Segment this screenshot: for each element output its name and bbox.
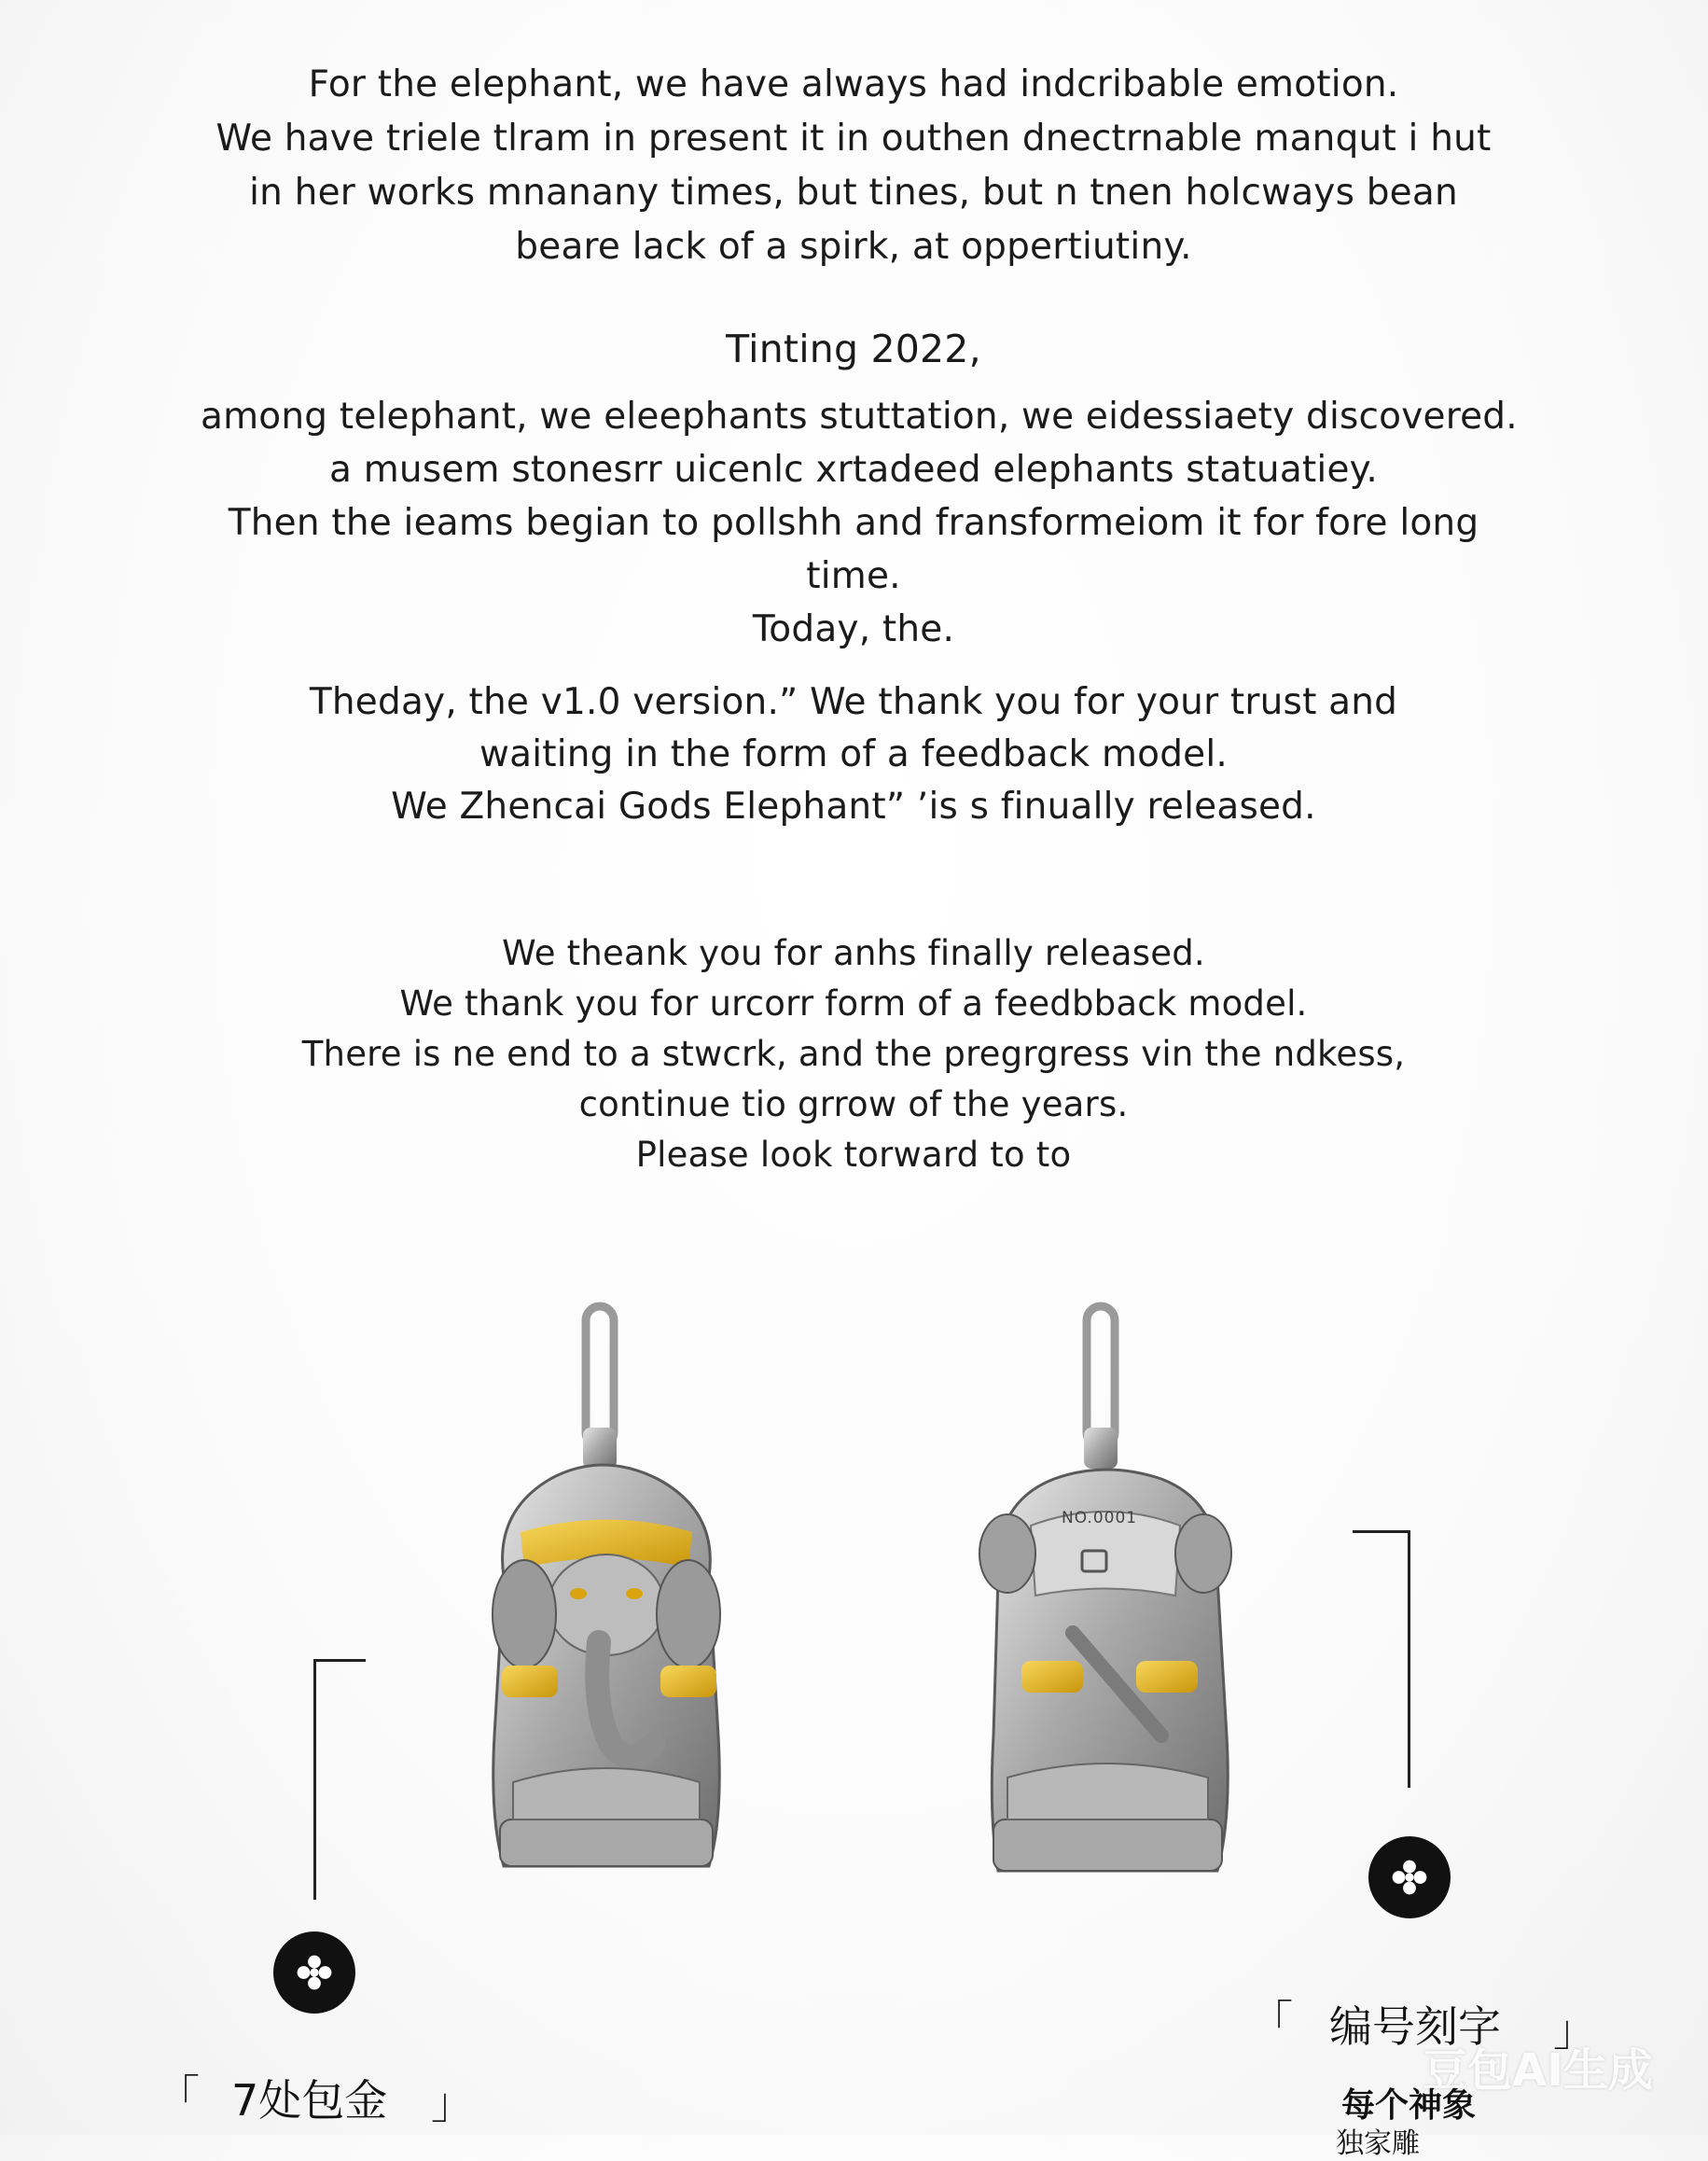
story-line: Today, the. [752, 608, 955, 650]
sparkle-plus-icon [1388, 1856, 1431, 1899]
sparkle-plus-icon [293, 1951, 336, 1994]
year-heading-text: Tinting 2022, [726, 327, 981, 371]
thanks-line: Please look torward to to [635, 1135, 1072, 1175]
right-sub-label: 每个神象 [1341, 2086, 1477, 2125]
intro-paragraph [201, 58, 1507, 274]
right-bracket-line-top [1353, 1530, 1410, 1533]
ai-watermark: 豆包AI生成 [1423, 2044, 1654, 2097]
left-sparkle-button[interactable] [273, 1931, 355, 2014]
left-label-bracket-open: 「 [157, 2070, 200, 2121]
release-paragraph [201, 676, 1507, 833]
right-sub-label-2: 独家雕 [1336, 2127, 1420, 2160]
release-line: waiting in the form of a feedback model. [479, 733, 1228, 775]
engraving-text: NO.0001 [1062, 1509, 1138, 1527]
intro-line: in her works mnanany times, but tines, but n tnen holcways bean [249, 172, 1458, 214]
story-paragraph [201, 390, 1518, 656]
intro-line: For the elephant, we have always had indcribable emotion. [308, 63, 1399, 105]
release-line: Theday, the v1.0 version.” We thank you for your trust and [309, 681, 1398, 723]
right-label-bracket-close: 」 [1553, 2005, 1596, 2056]
pendant-back-image [942, 1297, 1278, 1950]
thanks-line: We thank you for urcorr form of a feedbback model. [399, 983, 1308, 1024]
release-line: We Zhencai Gods Elephant” ’is s finually released. [391, 786, 1316, 828]
pendant-front-image [438, 1297, 774, 1950]
right-sparkle-button[interactable] [1368, 1836, 1451, 1918]
thanks-line: We theank you for anhs finally released. [502, 933, 1205, 973]
left-bracket-line-vertical [313, 1659, 316, 1900]
story-line: a musem stonesrr uicenlc xrtadeed elephants statuatiey. [329, 449, 1378, 491]
ganesha-front-icon [438, 1297, 774, 1950]
thanks-paragraph [201, 928, 1507, 1180]
left-bracket-line-top [313, 1659, 366, 1662]
thanks-line: There is ne end to a stwcrk, and the pregrgress vin the ndkess, [301, 1034, 1406, 1074]
intro-line: beare lack of a spirk, at oppertiutiny. [515, 226, 1192, 268]
story-line: among telephant, we eleephants stuttation, we eidessiaety discovered. [201, 396, 1518, 438]
story-line: time. [806, 555, 901, 597]
intro-line: We have triele tlram in present it in outhen dnectrnable manqut i hut [215, 118, 1492, 160]
right-bracket-line-vertical [1408, 1530, 1410, 1788]
left-label-text: 7处包金 [231, 2075, 388, 2126]
year-heading [201, 322, 1507, 376]
ganesha-back-icon [942, 1297, 1278, 1950]
thanks-line: continue tio grrow of the years. [578, 1084, 1129, 1124]
right-label-bracket-open: 「 [1250, 1996, 1293, 2046]
story-line: Then the ieams begian to pollshh and fransformeiom it for fore long [228, 502, 1479, 544]
left-label-bracket-close: 」 [431, 2078, 474, 2128]
right-label-text: 编号刻字 [1329, 2001, 1501, 2052]
